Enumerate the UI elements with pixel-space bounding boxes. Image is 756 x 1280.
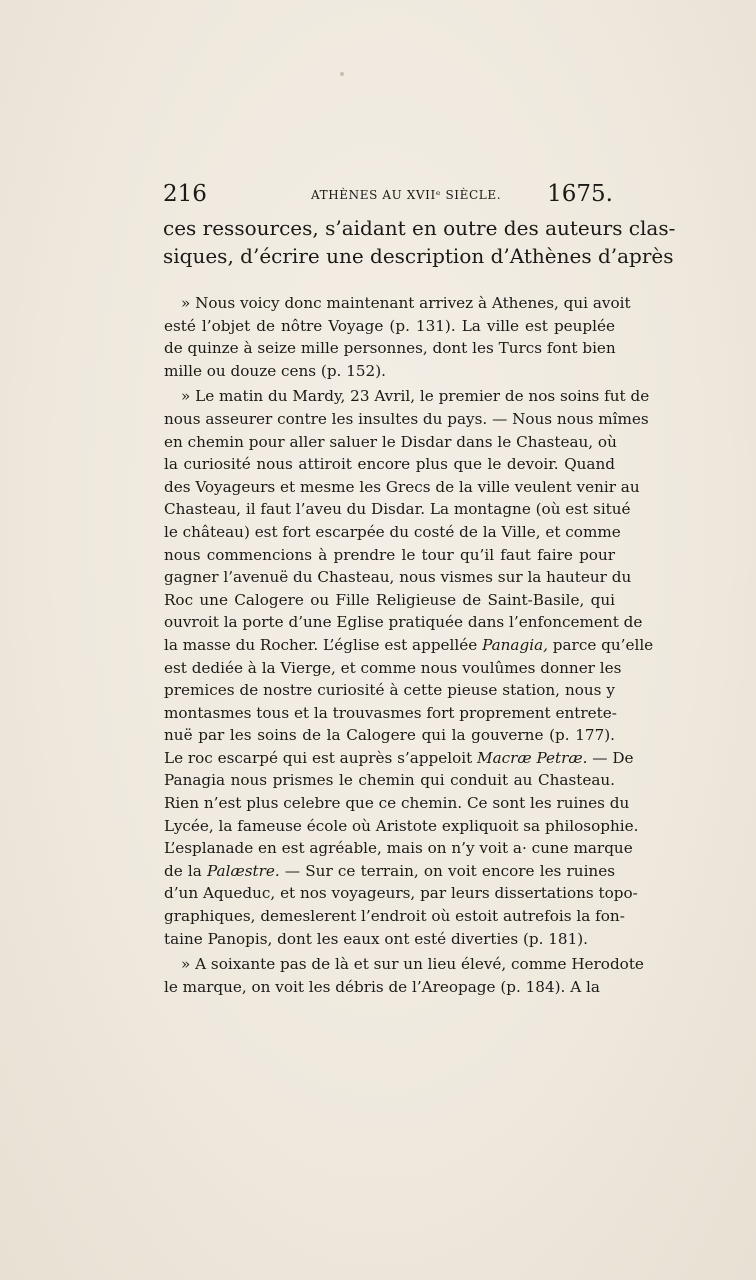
text-line: le marque, on voit les débris de l’Areopage (p. 184). A la [164,977,600,996]
text-line: nous asseurer contre les insultes du pays. — Nous nous mîmes [164,409,649,428]
lead-line: ces ressources, s’aidant en outre des auteurs clas- [163,216,676,240]
text-line: des Voyageurs et mesme les Grecs de la ville veulent venir au [164,477,640,496]
text-line: en chemin pour aller saluer le Disdar dans le Chasteau, où [164,432,617,451]
text-line: Panagia nous prismes le chemin qui conduit au Chasteau. [164,771,615,790]
text-line: premices de nostre curiosité à cette pieuse station, nous y [164,681,615,700]
text-line: est dediée à la Vierge, et comme nous voulûmes donner les [164,658,622,677]
paragraph [164,385,654,950]
page-number: 216 [163,181,207,207]
text-line: L’esplanade en est agréable, mais on n’y voit a· cune marque [164,839,633,858]
text-line: mille ou douze cens (p. 152). [164,361,386,380]
lead-text [163,214,676,270]
text-line: Le roc escarpé qui est auprès s’appeloit Macræ Petræ. — De [164,748,634,767]
running-title: ATHÈNES AU XVIIᵉ SIÈCLE. [311,188,502,202]
text-line: la curiosité nous attiroit encore plus que le devoir. Quand [164,455,615,474]
text-line: le château) est fort escarpée du costé de la Ville, et comme [164,522,621,541]
text-line: Chasteau, il faut l’aveu du Disdar. La montagne (où est situé [164,500,631,519]
text-line: montasmes tous et la trouvasmes fort proprement entrete- [164,703,617,722]
paragraph [164,292,631,382]
text-line: gagner l’avenuë du Chasteau, nous vismes sur la hauteur du [164,568,632,587]
text-line: » A soixante pas de là et sur un lieu élevé, comme Herodote [181,955,644,974]
header-year: 1675. [547,181,613,207]
text-line: taine Panopis, dont les eaux ont esté diverties (p. 181). [164,929,588,948]
italic-term: Panagia, [482,635,548,654]
lead-line: siques, d’écrire une description d’Athènes d’après [163,244,674,268]
running-header [163,181,615,213]
text-line: d’un Aqueduc, et nos voyageurs, par leurs dissertations topo- [164,884,638,903]
text-line: Roc une Calogere ou Fille Religieuse de Saint-Basile, qui [164,590,615,609]
italic-term: Macræ Petræ. [477,748,588,767]
text-line: graphiques, demeslerent l’endroit où estoit autrefois la fon- [164,907,625,926]
text-line: esté l’objet de nôtre Voyage (p. 131). La ville est peuplée [164,316,615,335]
text-line: » Nous voicy donc maintenant arrivez à Athenes, qui avoit [181,294,631,312]
text-line: nuë par les soins de la Calogere qui la gouverne (p. 177). [164,726,615,745]
text-line: Rien n’est plus celebre que ce chemin. Ce sont les ruines du [164,794,630,813]
text-line: ouvroit la porte d’une Eglise pratiquée dans l’enfoncement de [164,613,643,632]
text-line: Lycée, la fameuse école où Aristote expliquoit sa philosophie. [164,816,639,835]
text-line: nous commencions à prendre le tour qu’il faut faire pour [164,545,615,564]
quoted-text [164,292,654,998]
paper-speck [340,72,344,76]
paragraph [164,953,644,998]
italic-term: Palæstre. [207,861,280,880]
text-line: la masse du Rocher. L’église est appellée Panagia, parce qu’elle [164,635,654,654]
text-line: de quinze à seize mille personnes, dont les Turcs font bien [164,339,616,358]
text-line: » Le matin du Mardy, 23 Avril, le premier de nos soins fut de [181,387,650,406]
text-line: de la Palæstre. — Sur ce terrain, on voit encore les ruines [164,861,615,880]
